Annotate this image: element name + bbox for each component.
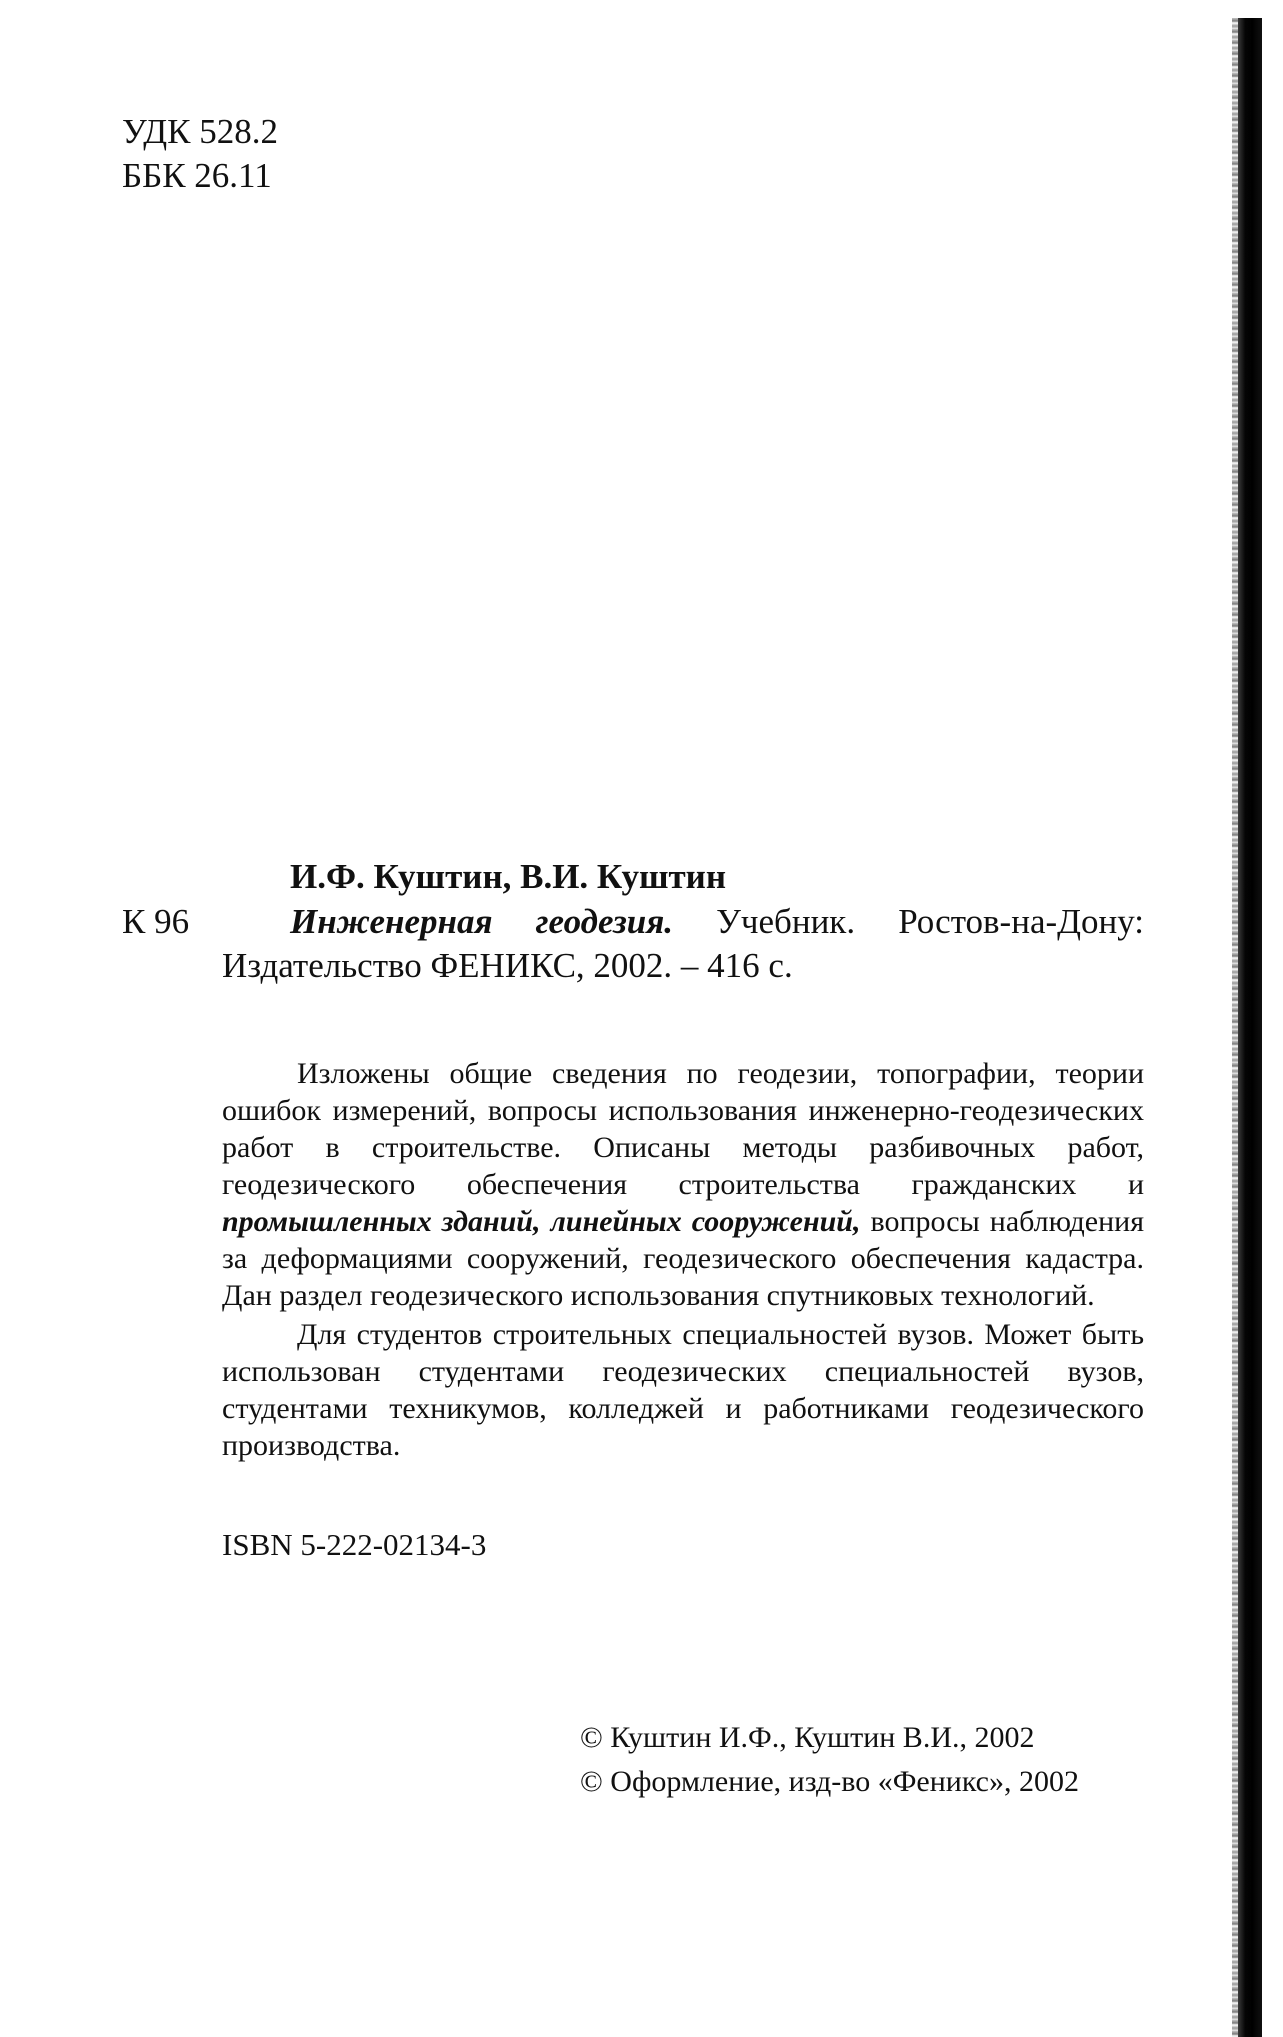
abstract-emphasis: промышленных зданий, линейных сооружений, [222,1205,861,1238]
abstract-paragraph-2: Для студентов строительных специальностей вузов. Может быть использован студентами геодезических специальностей вузов, студентами техникумов, колледжей и работниками геодезического производства. [222,1318,1144,1462]
publication-details: Учебник. Ростов-на-Дону: Издательство ФЕНИКС, 2002. – 416 с. [222,902,1144,985]
book-title: Инженерная геодезия. [290,902,673,941]
abstract [222,1055,1144,1464]
abstract-text-start: Изложены общие сведения по геодезии, топографии, теории ошибок измерений, вопросы использования инженерно-геодезических работ в строительстве. Описаны методы разбивочных работ, геодезического обеспечения строительства гражданских и [222,1057,1144,1201]
abstract-paragraph-1 [222,1055,1144,1314]
bbk-code: ББК 26.11 [122,156,272,195]
abstract-text-end: вопросы наблюдения за деформациями сооружений, геодезического обеспечения кадастра. Дан раздел геодезического использования спутниковых технологий. [222,1205,1144,1312]
classification-codes [122,110,278,198]
author-mark: К 96 [122,902,190,941]
copyright-line-authors: © Куштин И.Ф., Куштин В.И., 2002 [580,1721,1035,1754]
copyright-line-design: © Оформление, изд-во «Феникс», 2002 [580,1765,1079,1798]
isbn: ISBN 5-222-02134-3 [222,1527,487,1562]
copyright-notice [580,1716,1079,1804]
authors: И.Ф. Куштин, В.И. Куштин [290,857,727,896]
scan-edge-shadow [1238,18,1262,2037]
bibliographic-description [222,900,1144,988]
udk-code: УДК 528.2 [122,112,278,151]
